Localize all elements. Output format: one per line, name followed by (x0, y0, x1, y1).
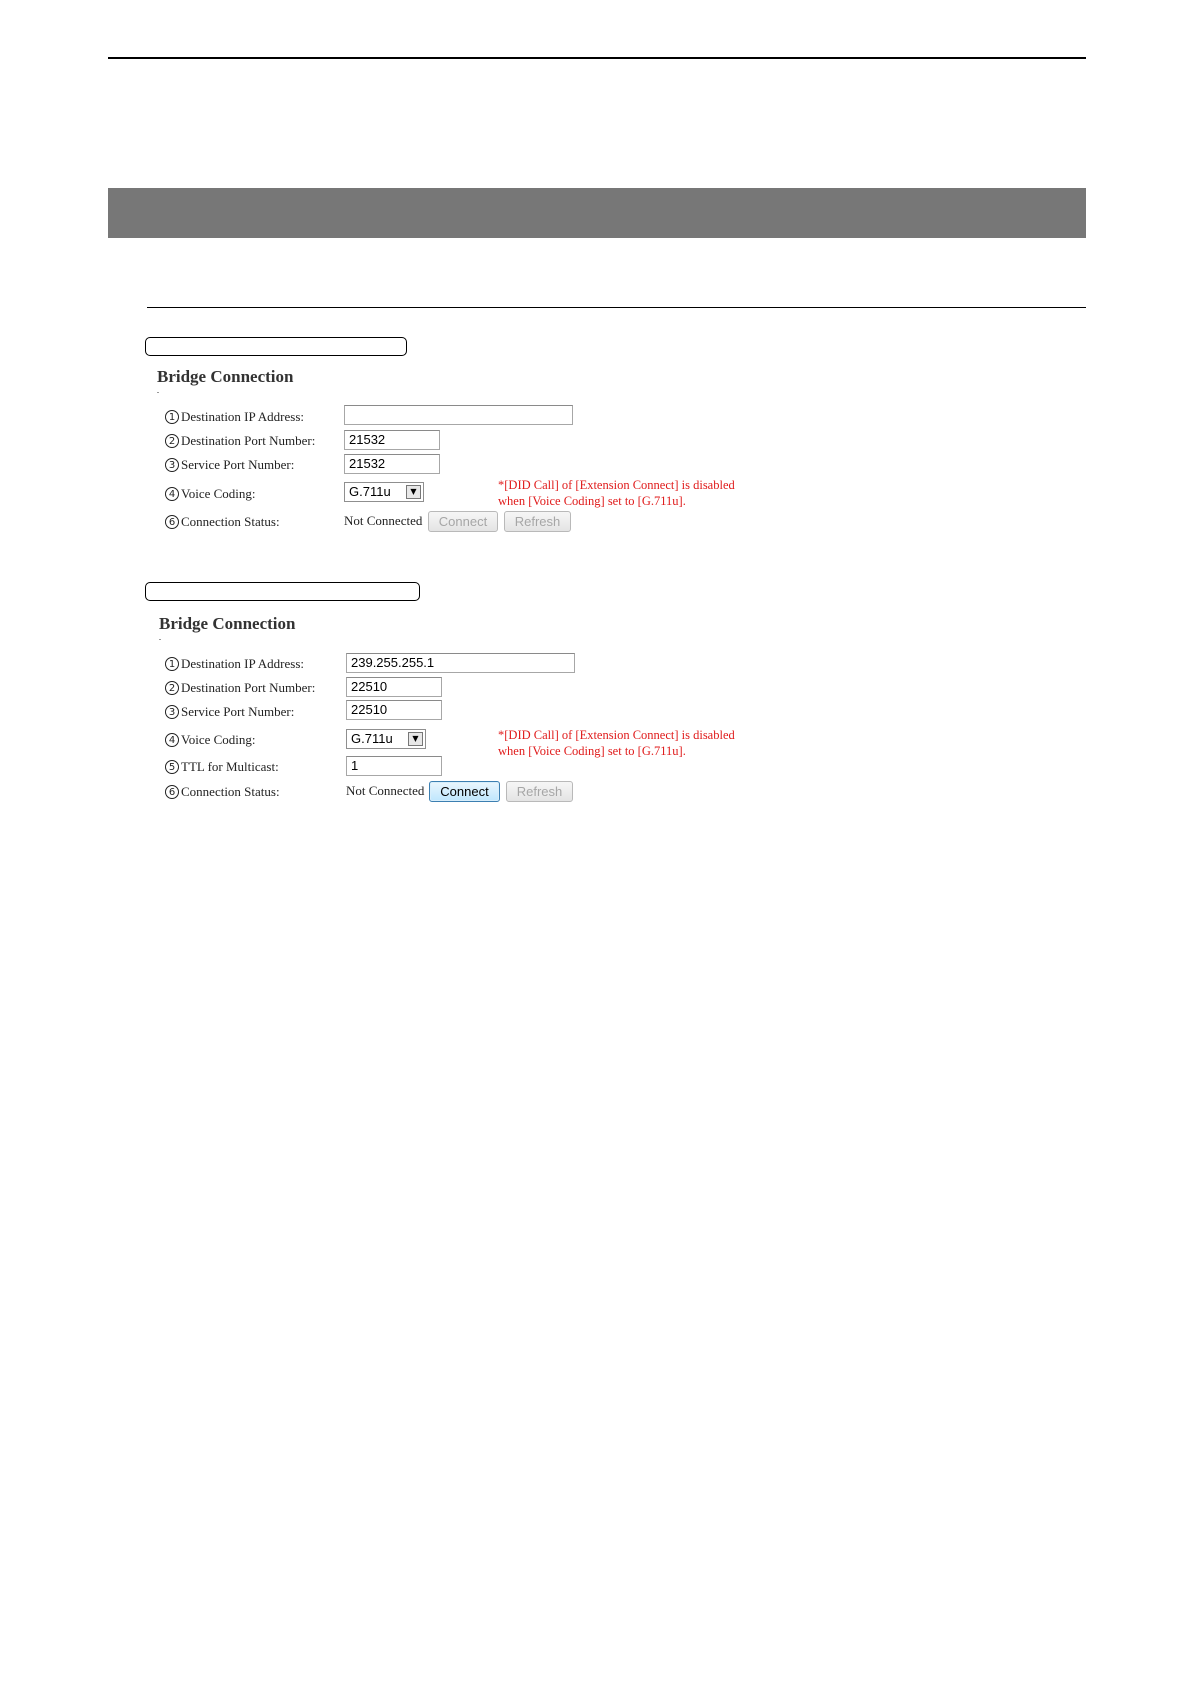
number-4-icon: 4 (165, 487, 179, 501)
panel-1-destination-ip-input[interactable] (344, 405, 573, 425)
panel-1-service-port-input[interactable]: 21532 (344, 454, 440, 474)
panel-1-row-service-port (165, 457, 294, 473)
panel-1-connection-status-value: Not Connected (344, 513, 423, 528)
connection-status-label: Connection Status: (181, 784, 280, 799)
panel-2-refresh-button[interactable]: Refresh (506, 781, 573, 802)
panel-2-divider (159, 639, 161, 640)
service-port-label: Service Port Number: (181, 704, 295, 719)
panel-2-row-destination-ip (165, 656, 304, 672)
panel-1-row-connection-status (165, 514, 280, 530)
number-5-icon: 5 (165, 760, 179, 774)
number-4-icon: 4 (165, 733, 179, 747)
destination-port-label: Destination Port Number: (181, 433, 316, 448)
panel-2-title: Bridge Connection (159, 614, 296, 633)
panel-1-row-destination-port (165, 433, 315, 449)
top-rule (108, 57, 1086, 59)
panel-2-row-destination-port (165, 680, 315, 696)
panel-2-voice-coding-select[interactable] (346, 729, 426, 749)
panel-1-refresh-button[interactable]: Refresh (504, 511, 571, 532)
panel-2-destination-port-input[interactable]: 22510 (346, 677, 442, 697)
panel-2-row-ttl-multicast (165, 759, 279, 775)
panel-2-destination-ip-input[interactable]: 239.255.255.1 (346, 653, 575, 673)
panel-2-caption-box (145, 582, 420, 601)
ttl-multicast-label: TTL for Multicast: (181, 759, 279, 774)
section-header-band (108, 188, 1086, 238)
service-port-label: Service Port Number: (181, 457, 295, 472)
panel-1-warning-line-2: when [Voice Coding] set to [G.711u]. (498, 494, 686, 508)
number-1-icon: 1 (165, 410, 179, 424)
chevron-down-icon[interactable]: ▼ (406, 485, 421, 499)
panel-2-warning-line-1: *[DID Call] of [Extension Connect] is disabled (498, 728, 735, 742)
panel-2-row-voice-coding (165, 732, 256, 748)
panel-2-ttl-multicast-input[interactable]: 1 (346, 756, 442, 776)
panel-1-title: Bridge Connection (157, 367, 294, 386)
voice-coding-label: Voice Coding: (181, 486, 256, 501)
panel-1-row-voice-coding (165, 486, 256, 502)
number-2-icon: 2 (165, 681, 179, 695)
panel-2-connection-status-value: Not Connected (346, 783, 425, 798)
destination-port-label: Destination Port Number: (181, 680, 316, 695)
number-6-icon: 6 (165, 785, 179, 799)
destination-ip-label: Destination IP Address: (181, 409, 305, 424)
connection-status-label: Connection Status: (181, 514, 280, 529)
chevron-down-icon[interactable]: ▼ (408, 732, 423, 746)
number-2-icon: 2 (165, 434, 179, 448)
panel-1-warning-line-1: *[DID Call] of [Extension Connect] is disabled (498, 478, 735, 492)
panel-2-row-service-port (165, 704, 294, 720)
voice-coding-selected-value: G.711u (351, 731, 393, 746)
panel-1-destination-port-input[interactable]: 21532 (344, 430, 440, 450)
number-3-icon: 3 (165, 458, 179, 472)
voice-coding-label: Voice Coding: (181, 732, 256, 747)
panel-1-row-destination-ip (165, 409, 304, 425)
destination-ip-label: Destination IP Address: (181, 656, 305, 671)
voice-coding-selected-value: G.711u (349, 484, 391, 499)
panel-2-warning-line-2: when [Voice Coding] set to [G.711u]. (498, 744, 686, 758)
panel-1-voice-coding-select[interactable] (344, 482, 424, 502)
panel-1-connect-button[interactable]: Connect (428, 511, 498, 532)
panel-2-service-port-input[interactable]: 22510 (346, 700, 442, 720)
panel-1-caption-box (145, 337, 407, 356)
subsection-rule (147, 307, 1086, 308)
panel-2-connect-button[interactable]: Connect (429, 781, 500, 802)
number-1-icon: 1 (165, 657, 179, 671)
panel-2-row-connection-status (165, 784, 280, 800)
number-3-icon: 3 (165, 705, 179, 719)
panel-1-divider (157, 392, 159, 393)
number-6-icon: 6 (165, 515, 179, 529)
